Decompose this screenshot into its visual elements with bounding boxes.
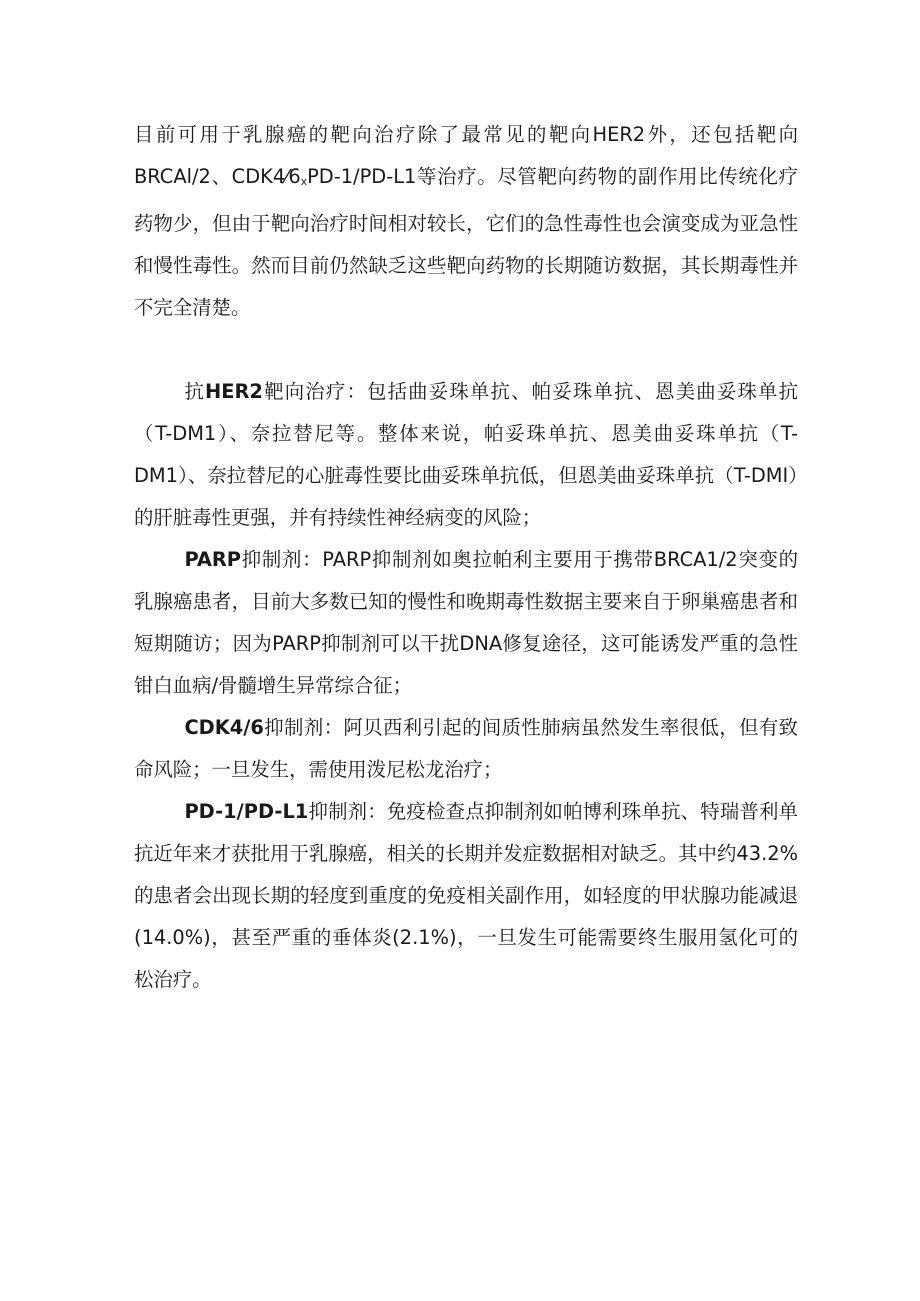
section-body: 抑制剂：PARP抑制剂如奥拉帕利主要用于携带BRCA1/2突变的乳腺癌患者，目前大多数已知的慢性和晚期毒性数据主要来自于卵巢癌患者和短期随访；因为PARP抑制剂可以干扰DNA修复途径，这可能诱发严重的急性钳白血病/骨髓增生异常综合征； [134, 548, 798, 698]
section-term: PARP [184, 548, 242, 572]
section-body: 靶向治疗：包括曲妥珠单抗、帕妥珠单抗、恩美曲妥珠单抗（T-DM1）、奈拉替尼等。整体来说，帕妥珠单抗、恩美曲妥珠单抗（T-DM1）、奈拉替尼的心脏毒性要比曲妥珠单抗低，但恩美曲妥珠单抗（T-DMI）的肝脏毒性更强，并有持续性神经病变的风险； [134, 380, 799, 530]
section-cdk46 [134, 707, 798, 791]
section-her2 [134, 371, 798, 539]
intro-subscript: x [300, 175, 308, 189]
intro-text-part2: PD-1/PD-L1等治疗。尽管靶向药物的副作用比传统化疗药物少，但由于靶向治疗时间相对较长，它们的急性毒性也会演变成为亚急性和慢性毒性。然而目前仍然缺乏这些靶向药物的长期随访数据，其长期毒性并不完全清楚。 [134, 165, 798, 320]
section-body: 抑制剂：阿贝西利引起的间质性肺病虽然发生率很低，但有致命风险；一旦发生，需使用泼尼松龙治疗； [134, 716, 798, 782]
section-pd1 [134, 791, 798, 1001]
intro-text-part1: 目前可用于乳腺癌的靶向治疗除了最常见的靶向HER2外，还包括靶向BRCAl/2、CDK4⁄6 [134, 123, 798, 188]
section-term: HER2 [205, 380, 263, 404]
section-parp [134, 539, 798, 707]
intro-paragraph [134, 114, 798, 329]
section-body: 抑制剂：免疫检查点抑制剂如帕博利珠单抗、特瑞普利单抗近年来才获批用于乳腺癌，相关的长期并发症数据相对缺乏。其中约43.2%的患者会出现长期的轻度到重度的免疫相关副作用，如轻度的甲状腺功能减退(14.0%)，甚至严重的垂体炎(2.1%)，一旦发生可能需要终生服用氢化可的松治疗。 [134, 800, 798, 992]
section-term: PD-1/PD-L1 [184, 800, 309, 824]
section-term: CDK4/6 [184, 716, 264, 740]
document-page [134, 114, 798, 1001]
section-prefix: 抗 [184, 380, 206, 404]
